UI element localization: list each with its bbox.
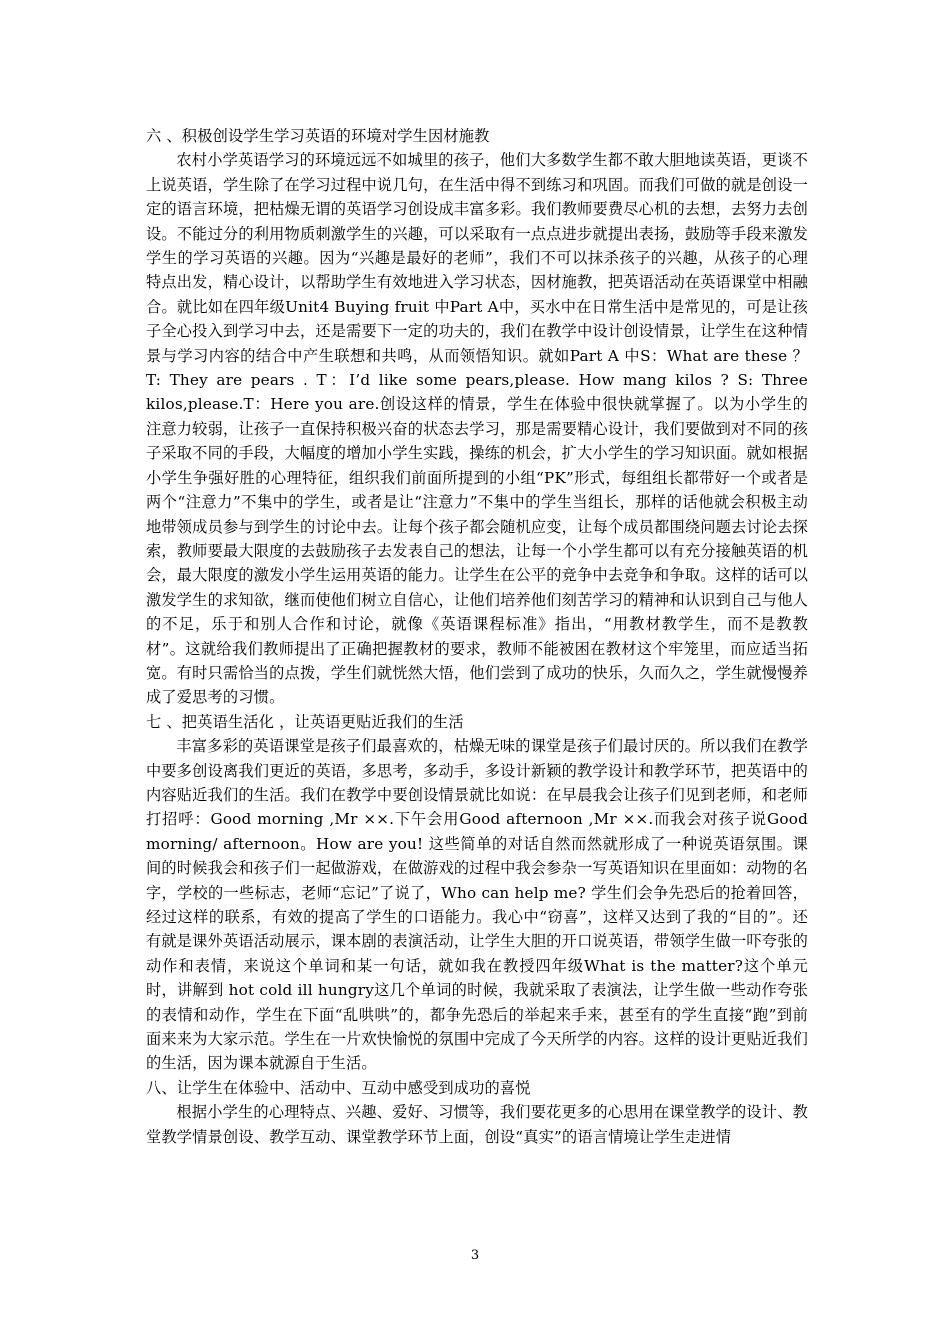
section-heading-7: 七 、把英语生活化 ，让英语更贴近我们的生活 (146, 712, 464, 731)
section-8-paragraph: 根据小学生的心理特点、兴趣、爱好、习惯等，我们要花更多的心思用在课堂教学的设计、教堂教学情景创设、教学互动、课堂教学环节上面，创设“真实”的语言情境让学生走进情 (146, 1103, 808, 1146)
section-heading-8: 八、让学生在体验中、活动中、互动中感受到成功的喜悦 (146, 1078, 531, 1097)
section-heading-6: 六 、积极创设学生学习英语的环境对学生因材施教 (146, 127, 490, 145)
section-6-paragraph: 农村小学英语学习的环境远远不如城里的孩子，他们大多数学生都不敢大胆地读英语，更谈不上说英语，学生除了在学习过程中说几句，在生活中得不到练习和巩固。而我们可做的就是创设一定的语言环境，把枯燥无谓的英语学习创设成丰富多彩。我们教师要费尽心机的去想，去努力去创设。不能过分的利用物质刺激学生的兴趣，可以采取有一点点进步就提出表扬，鼓励等手段来激发学生的学习英语的兴趣。因为“兴趣是最好的老师”，我们不可以抹杀孩子的兴趣，从孩子的心理特点出发，精心设计，以帮助学生有效地进入学习状态，因材施教，把英语活动在英语课堂中相融合。就比如在四年级Unit4 Buying fruit 中Part A中，买水中在日常生活中是常见的，可是让孩子全心投入到学习中去，还是需要下一定的功夫的，我们在教学中设计创设情景，让学生在这种情景与学习内容的结合中产生联想和共鸣，从而领悟知识。就如Part A 中S：What are these ？ T: They are pears . T：I’d like some pears,please. How mang kilos ? S: Three kilos,please.T：Here you are.创设这样的情景，学生在体验中很快就掌握了。以为小学生的注意力较弱，让孩子一直保持积极兴奋的状态去学习，那是需要精心设计，我们要做到对不同的孩子采取不同的手段，大幅度的增加小学生实践，操练的机会，扩大小学生的学习知识面。就如根据小学生争强好胜的心理特征，组织我们前面所提到的小组“PK”形式，每组组长都带好一个或者是两个“注意力”不集中的学生，或者是让“注意力”不集中的学生当组长，那样的话他就会积极主动地带领成员参与到学生的讨论中去。让每个孩子都会随机应变，让每个成员都围绕问题去讨论去探索，教师要最大限度的去鼓励孩子去发表自己的想法，让每一个小学生都可以有充分接触英语的机会，最大限度的激发小学生运用英语的能力。让学生在公平的竞争中去竞争和争取。这样的话可以激发学生的求知欲，继而使他们树立自信心，让他们培养他们刻苦学习的精神和认识到自己与他人的不足，乐于和别人合作和讨论，就像《英语课程标准》指出，“用教材教学生，而不是教教材”。这就给我们教师提出了正确把握教材的要求，教师不能被困在教材这个牢笼里，而应适当拓宽。有时只需恰当的点拨，学生们就恍然大悟，他们尝到了成功的快乐，久而久之，学生就慢慢养成了爱思考的习惯。 (146, 151, 808, 707)
section-7-paragraph: 丰富多彩的英语课堂是孩子们最喜欢的，枯燥无味的课堂是孩子们最讨厌的。所以我们在教学中要多创设离我们更近的英语，多思考，多动手，多设计新颖的教学设计和教学环节，把英语中的内容贴近我们的生活。我们在教学中要创设情景就比如说：在早晨我会让孩子们见到老师，和老师打招呼：Good morning ,Mr ××.下午会用Good afternoon ,Mr ××.而我会对孩子说Good morning/ afternoon。How are you! 这些简单的对话自然而然就形成了一种说英语氛围。课间的时候我会和孩子们一起做游戏，在做游戏的过程中我会参杂一写英语知识在里面如：动物的名字，学校的一些标志，老师“忘记”了说了，Who can help me? 学生们会争先恐后的抢着回答，经过这样的联系，有效的提高了学生的口语能力。我心中“窃喜”，这样又达到了我的“目的”。还有就是课外英语活动展示，课本剧的表演活动，让学生大胆的开口说英语，带领学生做一吓夸张的动作和表情，来说这个单词和某一句话，就如我在教授四年级What is the matter?这个单元时，讲解到 hot cold ill hungry这几个单词的时候，我就采取了表演法，让学生做一些动作夸张的表情和动作，学生在下面“乱哄哄”的，都争先恐后的举起来手来，甚至有的学生直接“跑”到前面来来为大家示范。学生在一片欢快愉悦的氛围中完成了今天所学的内容。这样的设计更贴近我们的生活，因为课本就源自于生活。 (146, 737, 808, 1073)
document-body (146, 124, 808, 1149)
page-number: 3 (470, 1248, 480, 1263)
